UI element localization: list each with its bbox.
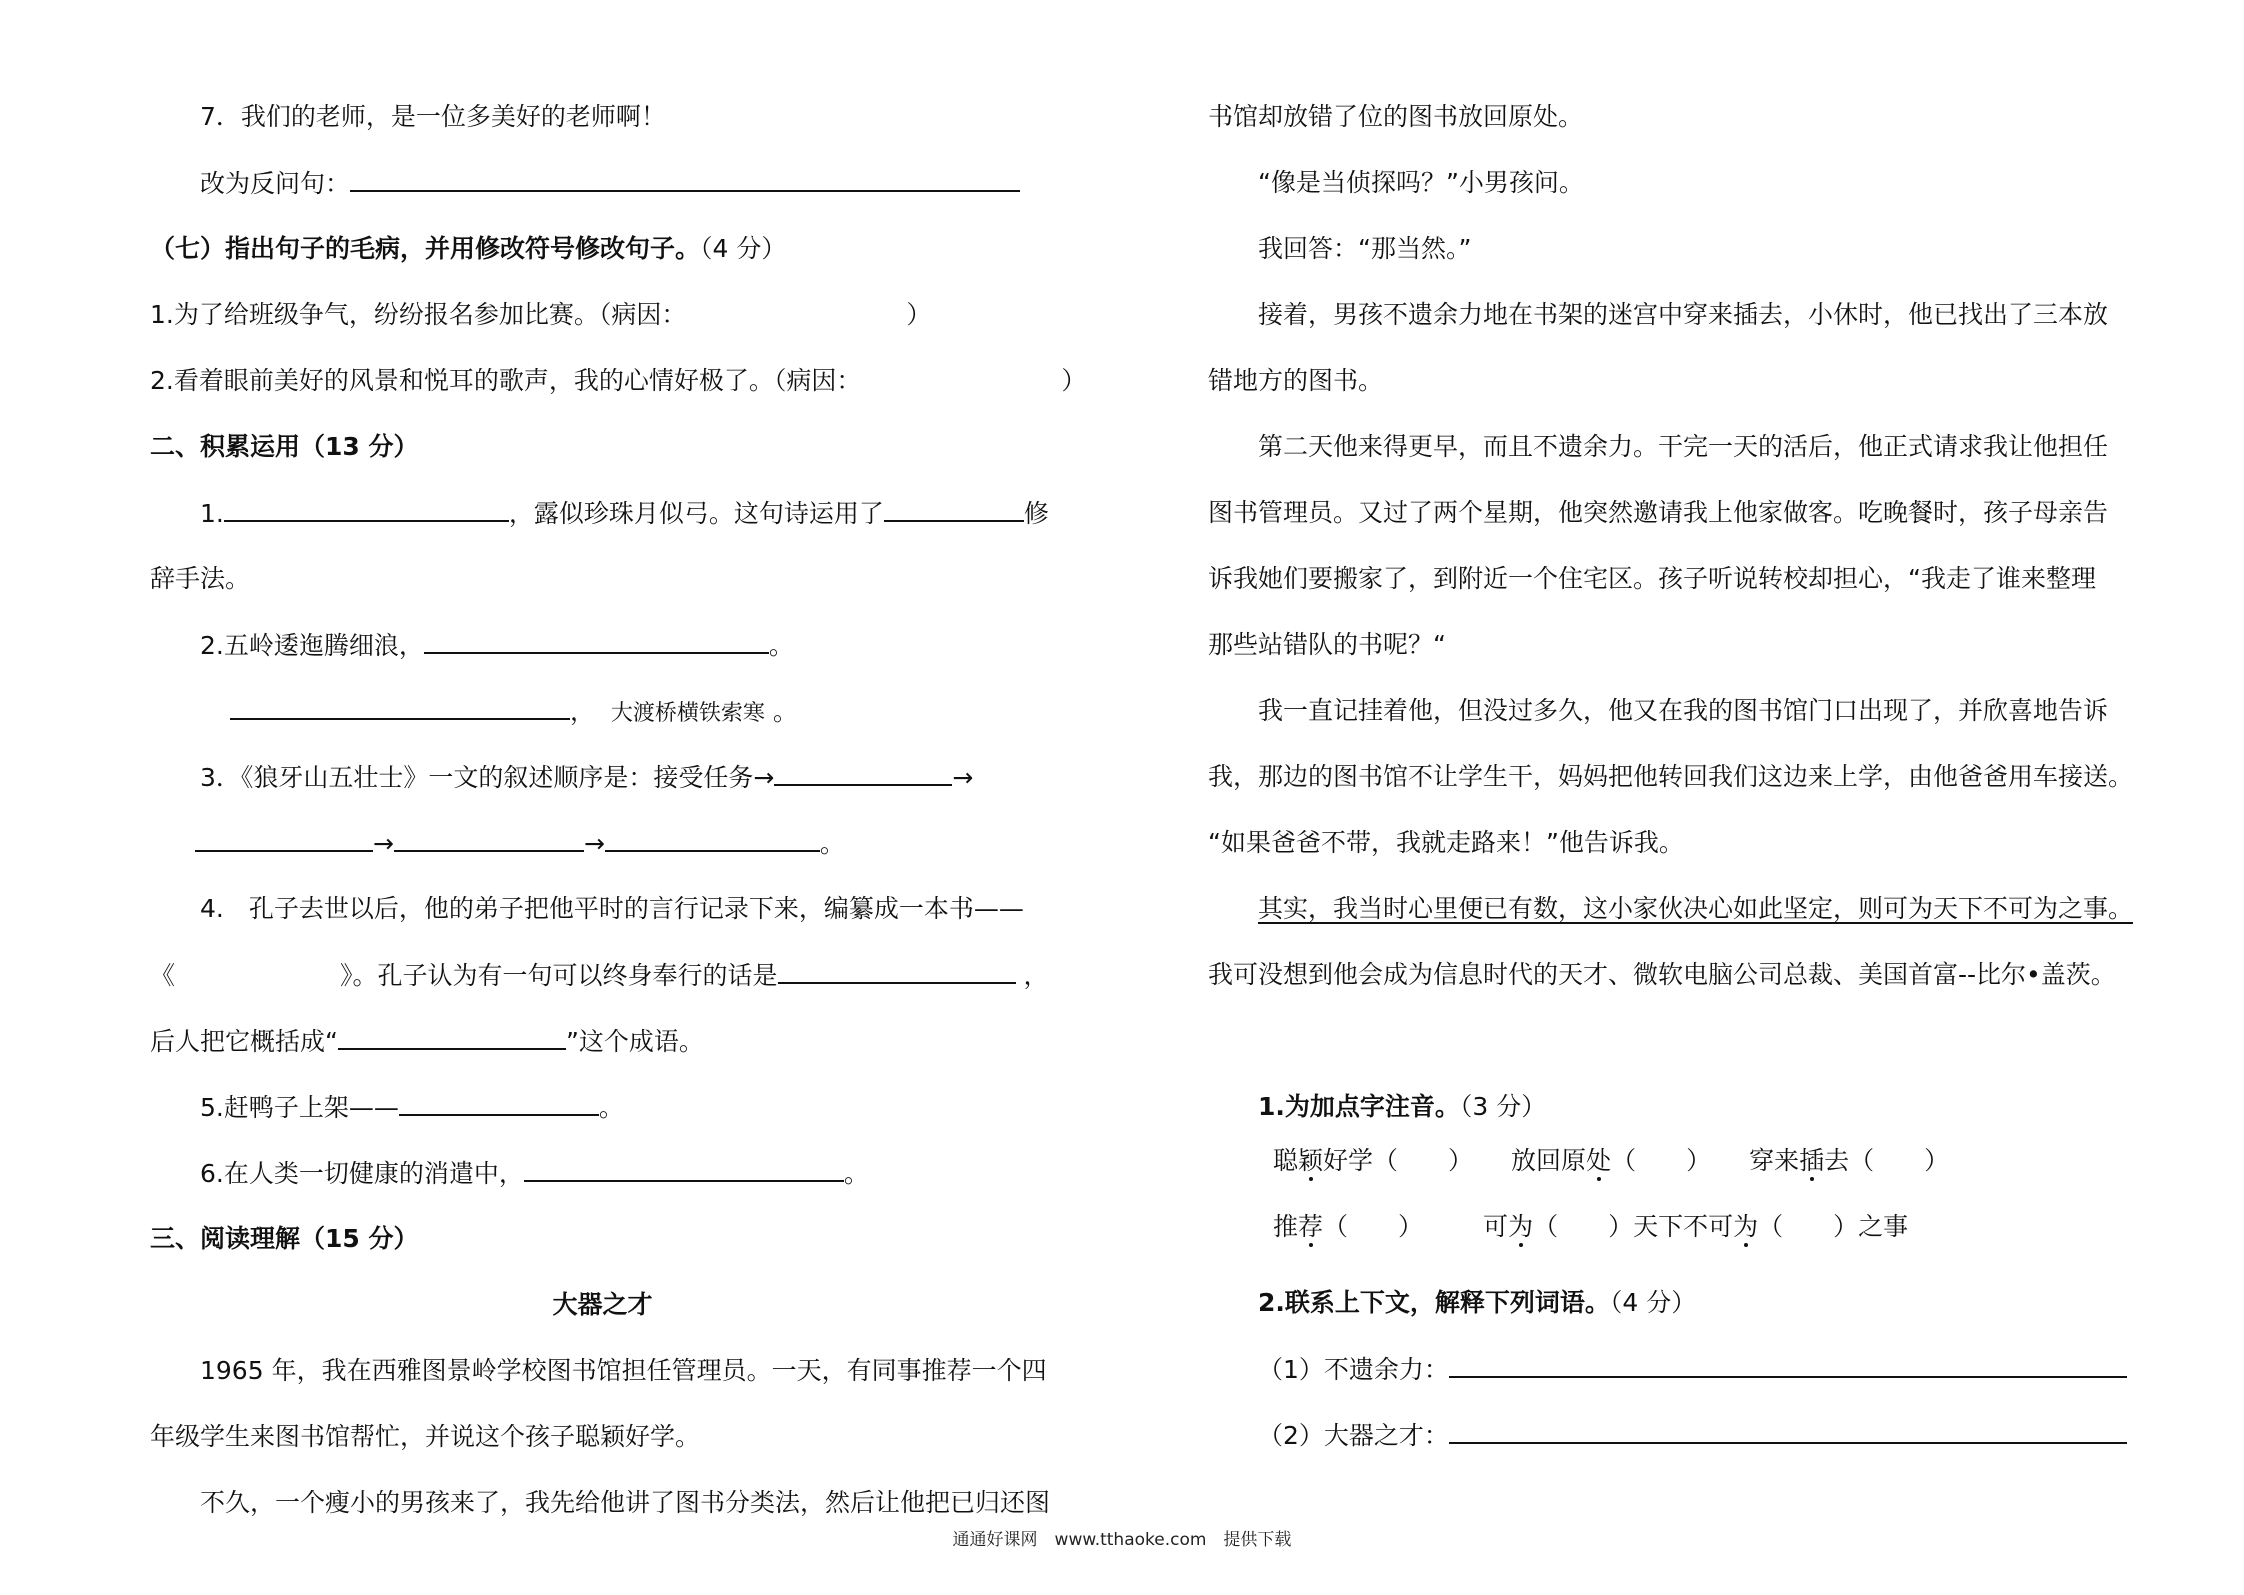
accumulate-1	[200, 496, 1049, 531]
answer-blank[interactable]	[605, 826, 820, 852]
story-line: 我一直记挂着他，但没过多久，他又在我的图书馆门口出现了，并欣喜地告诉	[1258, 696, 2109, 725]
answer-blank[interactable]	[1449, 1418, 2127, 1444]
accumulate-5	[200, 1090, 624, 1125]
item-text: 好学（ ）	[1323, 1146, 1474, 1175]
section-7-score: （4 分）	[700, 234, 787, 263]
accumulate-4-c-text: 后人把它概括成“	[150, 1027, 338, 1056]
pinyin-item-2[interactable]	[1511, 1146, 1711, 1175]
accumulate-3-cont	[195, 826, 845, 861]
reading-q1-title: 1.为加点字注音。	[1258, 1092, 1460, 1121]
item-text: 穿来	[1749, 1146, 1800, 1175]
story-line: “像是当侦探吗？”小男孩问。	[1258, 168, 1584, 197]
question-7: 7．我们的老师，是一位多美好的老师啊！	[200, 102, 666, 131]
rewrite-label: 改为反问句：	[200, 169, 351, 198]
accumulate-4: 4. 孔子去世以后，他的弟子把他平时的言行记录下来，编纂成一本书——	[200, 894, 1024, 923]
accumulate-4-c-end: ”这个成语。	[565, 1027, 704, 1056]
accumulate-3-text: 3．《狼牙山五壮士》一文的叙述顺序是：接受任务→	[200, 763, 775, 792]
story-line: 我，那边的图书馆不让学生干，妈妈把他转回我们这边来上学，由他爸爸用车接送。	[1208, 762, 2134, 791]
period: 。	[768, 631, 794, 660]
answer-blank[interactable]	[778, 958, 1016, 984]
pinyin-row-1	[1273, 1144, 1949, 1178]
reading-q2-heading	[1258, 1286, 1696, 1320]
period: 。	[598, 1093, 624, 1122]
arrow: →	[952, 763, 974, 792]
sentence-2-text: 2.看着眼前美好的风景和悦耳的歌声，我的心情好极了。（病因：	[150, 366, 862, 395]
accumulate-2-text: 2.五岭逶迤腾细浪，	[200, 631, 424, 660]
item-number: 1.	[200, 499, 224, 528]
answer-blank[interactable]	[394, 826, 584, 852]
accumulate-4-text: 》。孔子认为有一句可以终身奉行的话是	[340, 961, 778, 990]
story-line: 书馆却放错了位的图书放回原处。	[1208, 102, 1584, 131]
item-text: （ ）	[1611, 1146, 1712, 1175]
story-line: 我可没想到他会成为信息时代的天才、微软电脑公司总裁、美国首富--比尔•盖茨。	[1208, 960, 2116, 989]
arrow: →	[373, 829, 394, 858]
sentence-2	[150, 364, 1086, 398]
sentence-1-text: 1.为了给班级争气，纷纷报名参加比赛。（病因：	[150, 300, 687, 329]
story-title: 大器之才	[552, 1290, 653, 1319]
item-text: 去（ ）	[1824, 1146, 1950, 1175]
item-text: 放回原	[1511, 1146, 1587, 1175]
story-line: 第二天他来得更早，而且不遗余力。干完一天的活后，他正式请求我让他担任	[1258, 432, 2109, 461]
accumulate-6	[200, 1156, 869, 1191]
accumulate-4-c	[150, 1024, 704, 1059]
section-3-heading: 三、阅读理解（15 分）	[150, 1224, 419, 1253]
story-line: 我回答：“那当然。”	[1258, 234, 1472, 263]
section-7-heading	[150, 232, 786, 266]
accumulate-1-text: ，露似珍珠月似弓。这句诗运用了	[508, 499, 884, 528]
char: 聪	[1273, 1146, 1299, 1175]
story-paragraph-1-line-1: 1965 年，我在西雅图景岭学校图书馆担任管理员。一天，有同事推荐一个四	[200, 1356, 1047, 1385]
comma: ，	[570, 697, 596, 726]
char: 推	[1273, 1212, 1299, 1241]
story-paragraph-2-line-1: 不久，一个瘦小的男孩来了，我先给他讲了图书分类法，然后让他把已归还图	[200, 1488, 1051, 1517]
story-line: “如果爸爸不带，我就走路来！”他告诉我。	[1208, 828, 1684, 857]
accumulate-2	[200, 628, 794, 663]
close-paren: ）	[1061, 366, 1087, 395]
period: 。	[819, 829, 845, 858]
story-line: 图书管理员。又过了两个星期，他突然邀请我上他家做客。吃晚餐时，孩子母亲告	[1208, 498, 2109, 527]
accumulate-5-text: 5.赶鸭子上架——	[200, 1093, 399, 1122]
answer-blank[interactable]	[774, 760, 952, 786]
reading-q2-item-1	[1258, 1352, 2127, 1387]
story-line: 那些站错队的书呢？“	[1208, 630, 1446, 659]
rewrite-line	[200, 166, 1020, 201]
accumulate-1-end: 修	[1023, 499, 1049, 528]
accumulate-1-cont: 辞手法。	[150, 564, 251, 593]
answer-blank[interactable]	[399, 1090, 599, 1116]
comma: ，	[1023, 961, 1049, 990]
answer-blank[interactable]	[1449, 1352, 2127, 1378]
story-line: 接着，男孩不遗余力地在书架的迷宫中穿来插去，小休时，他已找出了三本放	[1258, 300, 2109, 329]
item-text: （ ）天下不可	[1533, 1212, 1734, 1241]
dotted-char: 为	[1733, 1212, 1759, 1241]
answer-blank[interactable]	[195, 826, 373, 852]
accumulate-4-b	[150, 958, 1049, 993]
pinyin-item-5[interactable]	[1483, 1212, 1908, 1241]
reading-q2-title: 2.联系上下文，解释下列词语。	[1258, 1288, 1610, 1317]
item-text: （ ）之事	[1758, 1212, 1909, 1241]
pinyin-row-2	[1273, 1210, 1908, 1244]
story-paragraph-1-line-2: 年级学生来图书馆帮忙，并说这个孩子聪颖好学。	[150, 1422, 701, 1451]
dotted-char: 处	[1586, 1146, 1612, 1175]
answer-blank[interactable]	[350, 166, 1020, 192]
answer-blank[interactable]	[338, 1024, 566, 1050]
reading-q1-score: （3 分）	[1459, 1092, 1547, 1121]
period: 。	[843, 1159, 869, 1188]
section-7-title: （七）指出句子的毛病，并用修改符号修改句子。	[150, 234, 701, 263]
poem-line: 大渡桥横铁索寒	[610, 701, 765, 726]
story-line: 错地方的图书。	[1208, 366, 1384, 395]
item-label: （1）不遗余力：	[1258, 1355, 1449, 1384]
underlined-story-line: 其实，我当时心里便已有数，这小家伙决心如此坚定，则可为天下不可为之事。	[1258, 894, 2134, 923]
dotted-char: 颖	[1298, 1146, 1324, 1175]
item-label: （2）大器之才：	[1258, 1421, 1449, 1450]
arrow: →	[583, 829, 605, 858]
answer-blank[interactable]	[230, 694, 570, 720]
dotted-char: 荐	[1298, 1212, 1324, 1241]
close-paren: ）	[906, 300, 932, 329]
char: 可	[1483, 1212, 1509, 1241]
reading-q2-item-2	[1258, 1418, 2127, 1453]
pinyin-item-1[interactable]	[1273, 1146, 1473, 1175]
sentence-1	[150, 298, 931, 332]
dotted-char: 插	[1799, 1146, 1825, 1175]
accumulate-3	[200, 760, 973, 795]
dotted-char: 为	[1508, 1212, 1534, 1241]
period: 。	[772, 697, 798, 726]
pinyin-item-4[interactable]	[1273, 1212, 1423, 1241]
accumulate-6-text: 6.在人类一切健康的消遣中，	[200, 1159, 524, 1188]
accumulate-2b	[230, 694, 798, 731]
answer-blank[interactable]	[424, 628, 769, 654]
answer-blank[interactable]	[224, 496, 509, 522]
story-line: 诉我她们要搬家了，到附近一个住宅区。孩子听说转校却担心，“我走了谁来整理	[1208, 564, 2096, 593]
pinyin-item-3[interactable]	[1749, 1146, 1949, 1175]
book-open: 《	[150, 961, 176, 990]
section-2-heading: 二、积累运用（13 分）	[150, 432, 419, 461]
answer-blank[interactable]	[884, 496, 1024, 522]
footer-credit: 通通好课网 www.tthaoke.com 提供下载	[952, 1530, 1292, 1550]
reading-q1-heading	[1258, 1090, 1546, 1124]
answer-blank[interactable]	[524, 1156, 844, 1182]
item-text: （ ）	[1323, 1212, 1424, 1241]
reading-q2-score: （4 分）	[1609, 1288, 1697, 1317]
